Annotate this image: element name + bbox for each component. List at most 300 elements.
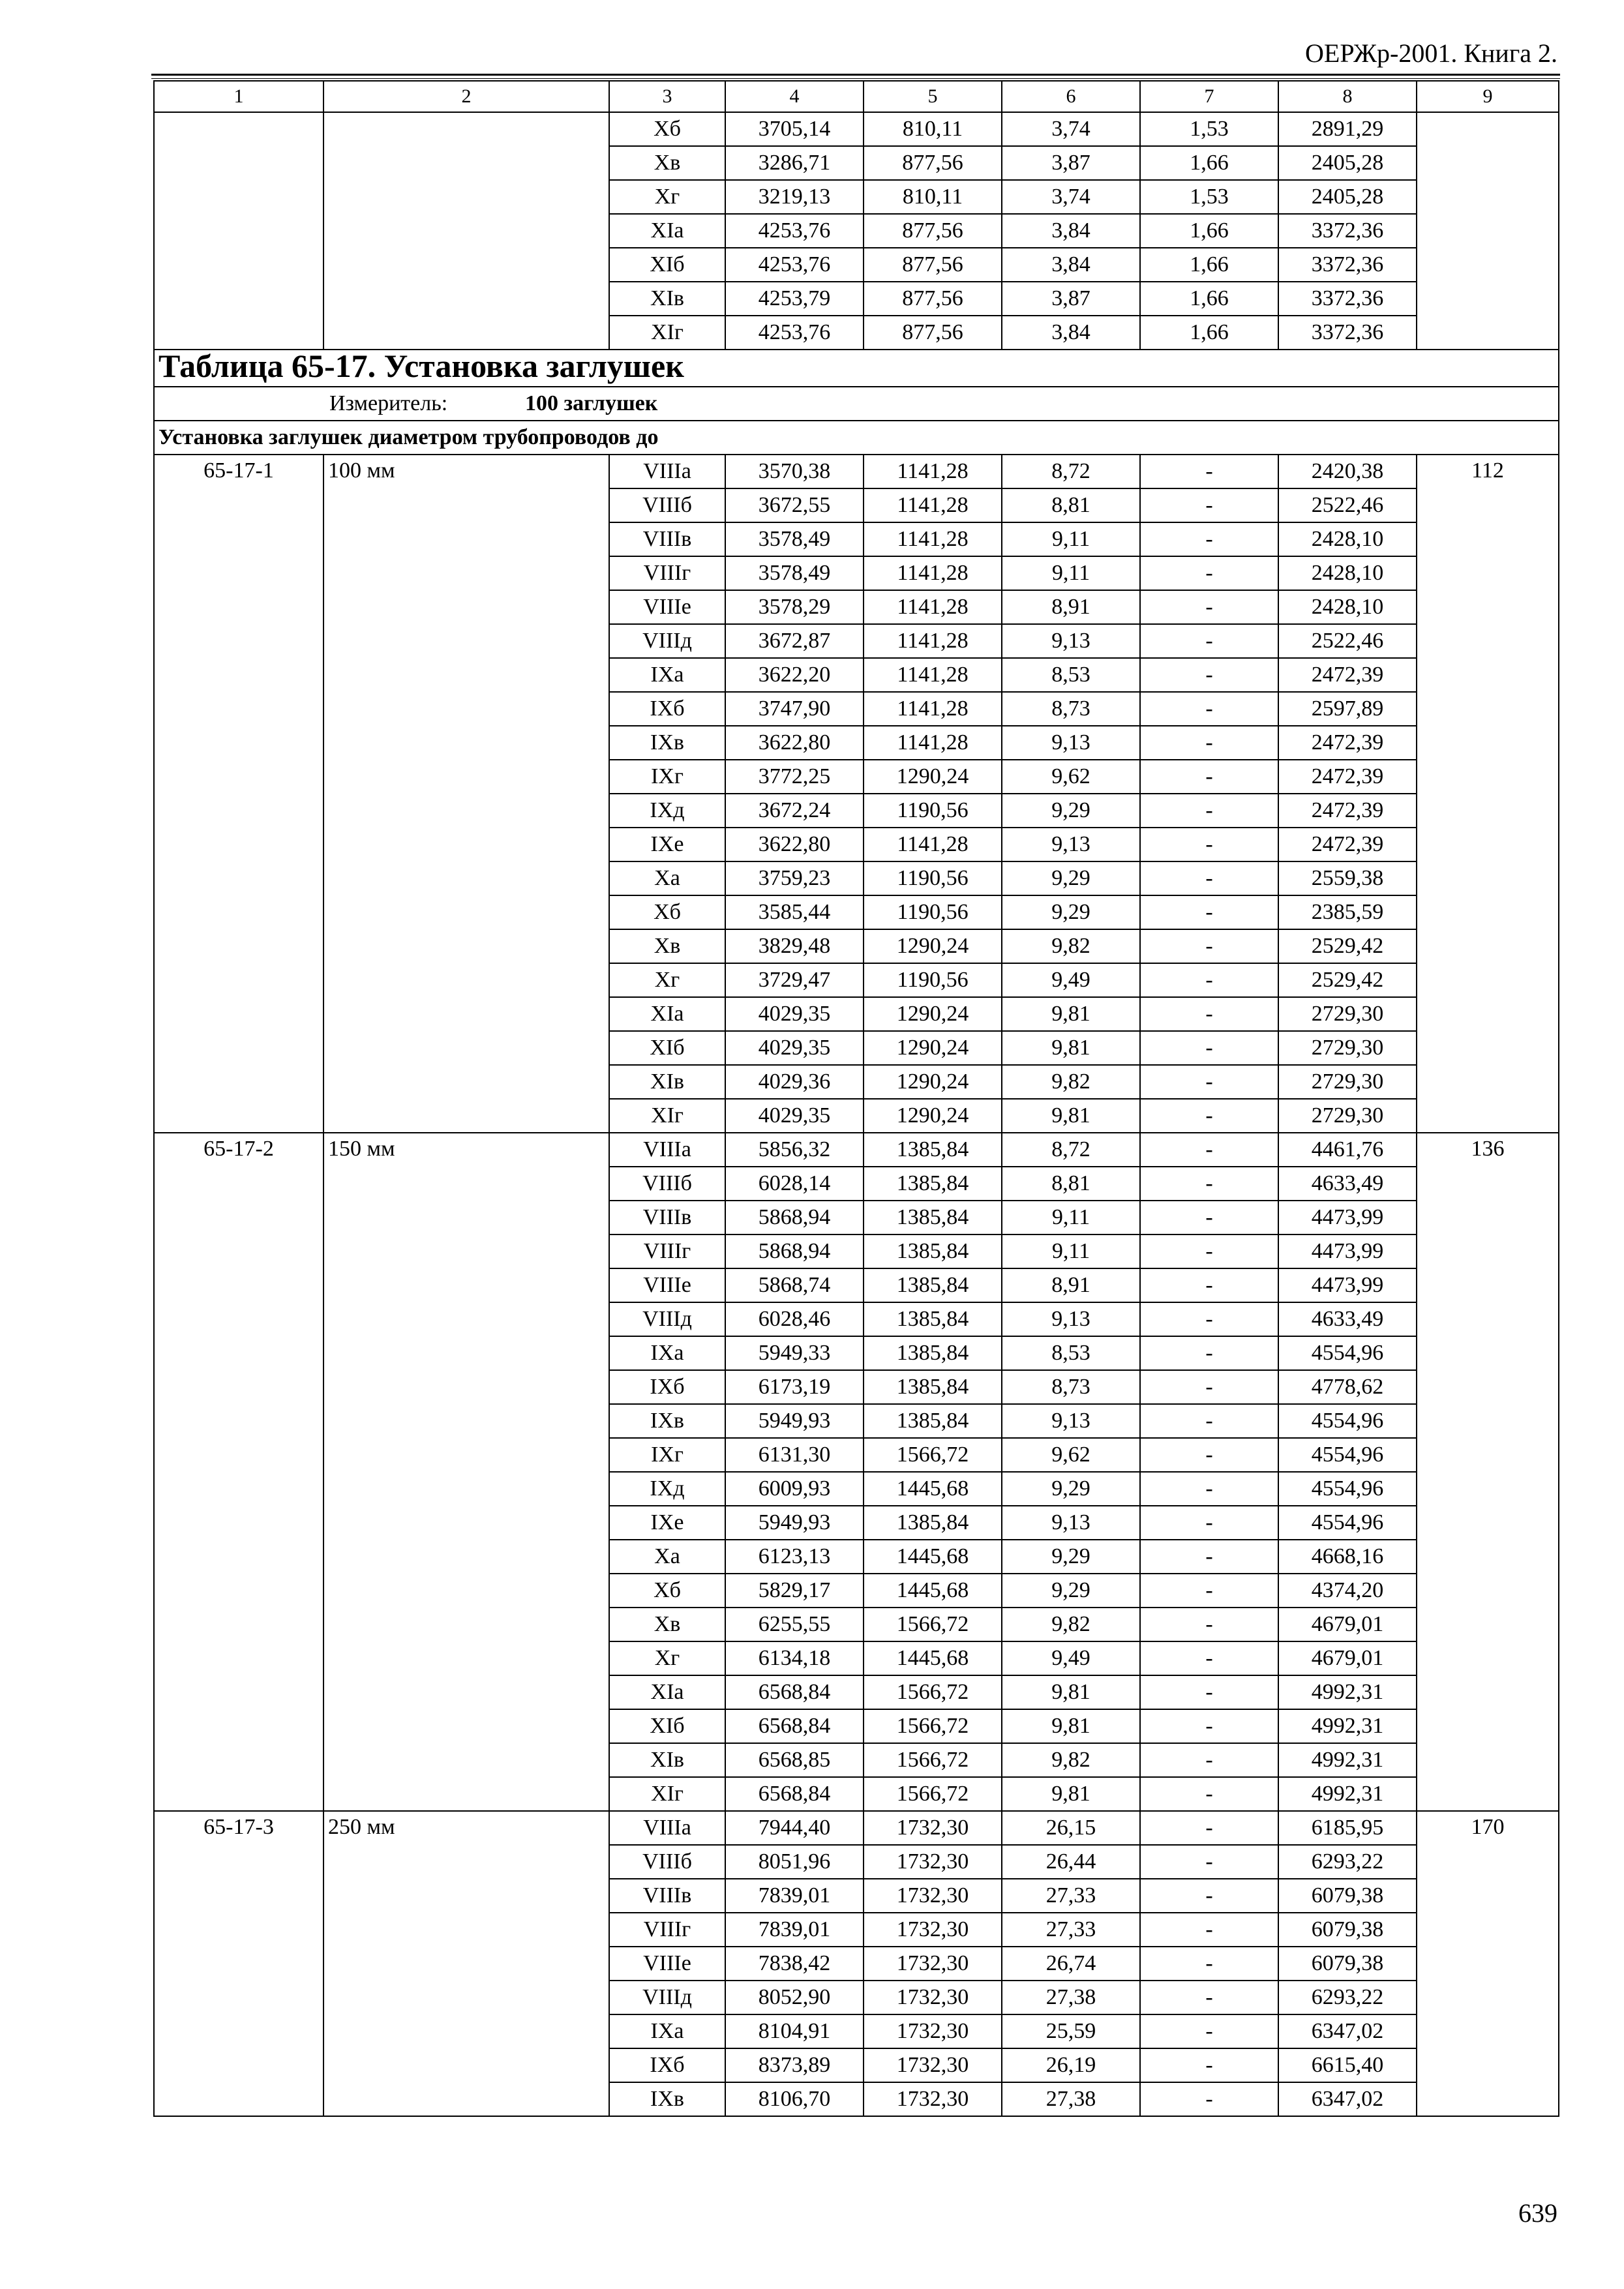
materials-cell: 2472,39 [1278, 828, 1417, 861]
materials-cell: 4554,96 [1278, 1336, 1417, 1370]
labor-cell: 877,56 [864, 146, 1002, 180]
direct-costs-cell: 3672,87 [725, 624, 864, 658]
driver-wages-cell: 1,66 [1140, 248, 1278, 282]
labor-cell: 1190,56 [864, 963, 1002, 997]
region-zone-cell: IХа [609, 2014, 725, 2048]
driver-wages-cell: 1,53 [1140, 112, 1278, 146]
machine-cell: 9,13 [1002, 624, 1140, 658]
machine-cell: 9,29 [1002, 861, 1140, 895]
materials-cell: 4554,96 [1278, 1438, 1417, 1472]
materials-cell: 3372,36 [1278, 282, 1417, 316]
region-zone-cell: ХIг [609, 316, 725, 350]
description-cell: 250 мм [323, 1811, 609, 2116]
driver-wages-cell: - [1140, 1913, 1278, 1947]
driver-wages-cell: - [1140, 760, 1278, 794]
labor-cell: 1385,84 [864, 1506, 1002, 1540]
column-number-row [154, 81, 1559, 112]
driver-wages-cell: - [1140, 1540, 1278, 1574]
column-number: 2 [323, 81, 609, 112]
price-table [153, 80, 1559, 2117]
materials-cell: 2729,30 [1278, 997, 1417, 1031]
materials-cell: 4778,62 [1278, 1370, 1417, 1404]
labor-cell: 810,11 [864, 112, 1002, 146]
labor-cell: 1566,72 [864, 1743, 1002, 1777]
labor-cell: 1141,28 [864, 488, 1002, 522]
driver-wages-cell: - [1140, 828, 1278, 861]
materials-cell: 2891,29 [1278, 112, 1417, 146]
direct-costs-cell: 6028,14 [725, 1167, 864, 1201]
machine-cell: 9,11 [1002, 556, 1140, 590]
region-zone-cell: VIIIб [609, 1845, 725, 1879]
driver-wages-cell: - [1140, 1336, 1278, 1370]
labor-cell: 1566,72 [864, 1777, 1002, 1811]
machine-cell: 9,13 [1002, 828, 1140, 861]
direct-costs-cell: 3219,13 [725, 180, 864, 214]
direct-costs-cell: 3672,24 [725, 794, 864, 828]
description-cell [323, 112, 609, 350]
driver-wages-cell: - [1140, 1234, 1278, 1268]
labor-cell: 1141,28 [864, 624, 1002, 658]
machine-cell: 3,74 [1002, 112, 1140, 146]
materials-cell: 6079,38 [1278, 1947, 1417, 1981]
machine-cell: 9,82 [1002, 1065, 1140, 1099]
region-zone-cell: Хв [609, 1608, 725, 1641]
materials-cell: 4473,99 [1278, 1201, 1417, 1234]
labor-cell: 810,11 [864, 180, 1002, 214]
materials-cell: 2420,38 [1278, 455, 1417, 488]
region-zone-cell: VIIIв [609, 1879, 725, 1913]
description-cell: 150 мм [323, 1133, 609, 1811]
region-zone-cell: ХIб [609, 1709, 725, 1743]
machine-cell: 3,87 [1002, 146, 1140, 180]
region-zone-cell: ХIв [609, 282, 725, 316]
machine-cell: 9,49 [1002, 963, 1140, 997]
direct-costs-cell: 6255,55 [725, 1608, 864, 1641]
machine-cell: 8,53 [1002, 1336, 1140, 1370]
machine-cell: 26,15 [1002, 1811, 1140, 1845]
direct-costs-cell: 4253,76 [725, 214, 864, 248]
machine-cell: 8,72 [1002, 455, 1140, 488]
direct-costs-cell: 4253,79 [725, 282, 864, 316]
direct-costs-cell: 6028,46 [725, 1302, 864, 1336]
labor-cell: 1732,30 [864, 2048, 1002, 2082]
region-zone-cell: Хб [609, 1574, 725, 1608]
driver-wages-cell: - [1140, 1777, 1278, 1811]
materials-cell: 2522,46 [1278, 488, 1417, 522]
labor-cell: 1385,84 [864, 1201, 1002, 1234]
region-zone-cell: Ха [609, 1540, 725, 1574]
labor-cell: 1445,68 [864, 1574, 1002, 1608]
direct-costs-cell: 3585,44 [725, 895, 864, 929]
driver-wages-cell: - [1140, 624, 1278, 658]
materials-cell: 2405,28 [1278, 146, 1417, 180]
meter-row [154, 387, 1559, 421]
driver-wages-cell: 1,53 [1140, 180, 1278, 214]
driver-wages-cell: - [1140, 1031, 1278, 1065]
machine-cell: 9,49 [1002, 1641, 1140, 1675]
materials-cell: 2597,89 [1278, 692, 1417, 726]
direct-costs-cell: 3759,23 [725, 861, 864, 895]
direct-costs-cell: 4029,35 [725, 1031, 864, 1065]
region-zone-cell: Хг [609, 963, 725, 997]
labor-cell: 1385,84 [864, 1234, 1002, 1268]
labor-cell: 1445,68 [864, 1641, 1002, 1675]
labor-cell: 1141,28 [864, 556, 1002, 590]
machine-cell: 8,91 [1002, 1268, 1140, 1302]
driver-wages-cell: - [1140, 692, 1278, 726]
table-row [154, 1133, 1559, 1167]
driver-wages-cell: - [1140, 1099, 1278, 1133]
region-zone-cell: ХIа [609, 997, 725, 1031]
direct-costs-cell: 4029,35 [725, 1099, 864, 1133]
labor-cell: 1190,56 [864, 861, 1002, 895]
table-title-row [154, 350, 1559, 387]
materials-cell: 6185,95 [1278, 1811, 1417, 1845]
region-zone-cell: ХIв [609, 1743, 725, 1777]
table-row [154, 455, 1559, 488]
labor-cell: 1141,28 [864, 692, 1002, 726]
direct-costs-cell: 4029,36 [725, 1065, 864, 1099]
region-zone-cell: Хв [609, 146, 725, 180]
region-zone-cell: ХIг [609, 1777, 725, 1811]
labor-cell: 1445,68 [864, 1472, 1002, 1506]
direct-costs-cell: 7838,42 [725, 1947, 864, 1981]
machine-cell: 9,62 [1002, 1438, 1140, 1472]
labor-cell: 877,56 [864, 316, 1002, 350]
materials-cell: 4668,16 [1278, 1540, 1417, 1574]
machine-cell: 9,81 [1002, 1777, 1140, 1811]
direct-costs-cell: 5949,93 [725, 1506, 864, 1540]
machine-cell: 3,84 [1002, 214, 1140, 248]
direct-costs-cell: 5829,17 [725, 1574, 864, 1608]
materials-cell: 4473,99 [1278, 1268, 1417, 1302]
materials-cell: 4633,49 [1278, 1302, 1417, 1336]
region-zone-cell: IХг [609, 1438, 725, 1472]
driver-wages-cell: - [1140, 1675, 1278, 1709]
materials-cell: 4992,31 [1278, 1743, 1417, 1777]
driver-wages-cell: - [1140, 1268, 1278, 1302]
region-zone-cell: IХд [609, 794, 725, 828]
page-number: 639 [1518, 2198, 1557, 2228]
direct-costs-cell: 4029,35 [725, 997, 864, 1031]
machine-cell: 9,13 [1002, 1506, 1140, 1540]
materials-cell: 2729,30 [1278, 1065, 1417, 1099]
extra-cell: 170 [1417, 1811, 1559, 2116]
machine-cell: 9,82 [1002, 929, 1140, 963]
labor-cell: 1385,84 [864, 1268, 1002, 1302]
machine-cell: 8,73 [1002, 1370, 1140, 1404]
direct-costs-cell: 6173,19 [725, 1370, 864, 1404]
labor-cell: 1732,30 [864, 2082, 1002, 2116]
machine-cell: 8,72 [1002, 1133, 1140, 1167]
region-zone-cell: VIIIг [609, 1913, 725, 1947]
driver-wages-cell: - [1140, 963, 1278, 997]
region-zone-cell: ХIг [609, 1099, 725, 1133]
page-header-title: ОЕРЖр-2001. Книга 2. [1305, 38, 1557, 68]
direct-costs-cell: 6131,30 [725, 1438, 864, 1472]
region-zone-cell: VIIIг [609, 1234, 725, 1268]
labor-cell: 1290,24 [864, 760, 1002, 794]
machine-cell: 9,13 [1002, 1302, 1140, 1336]
driver-wages-cell: - [1140, 1506, 1278, 1540]
region-zone-cell: ХIа [609, 1675, 725, 1709]
direct-costs-cell: 6568,84 [725, 1709, 864, 1743]
machine-cell: 9,29 [1002, 794, 1140, 828]
column-number: 3 [609, 81, 725, 112]
materials-cell: 6079,38 [1278, 1913, 1417, 1947]
direct-costs-cell: 8052,90 [725, 1981, 864, 2014]
direct-costs-cell: 5949,33 [725, 1336, 864, 1370]
driver-wages-cell: - [1140, 1370, 1278, 1404]
driver-wages-cell: - [1140, 861, 1278, 895]
driver-wages-cell: 1,66 [1140, 316, 1278, 350]
labor-cell: 1385,84 [864, 1370, 1002, 1404]
driver-wages-cell: - [1140, 1641, 1278, 1675]
direct-costs-cell: 3829,48 [725, 929, 864, 963]
region-zone-cell: ХIб [609, 248, 725, 282]
column-number: 6 [1002, 81, 1140, 112]
region-zone-cell: IХд [609, 1472, 725, 1506]
labor-cell: 1141,28 [864, 590, 1002, 624]
extra-cell: 136 [1417, 1133, 1559, 1811]
driver-wages-cell: - [1140, 794, 1278, 828]
labor-cell: 1141,28 [864, 726, 1002, 760]
region-zone-cell: ХIв [609, 1065, 725, 1099]
labor-cell: 877,56 [864, 248, 1002, 282]
machine-cell: 9,62 [1002, 760, 1140, 794]
driver-wages-cell: - [1140, 997, 1278, 1031]
labor-cell: 1190,56 [864, 895, 1002, 929]
machine-cell: 27,33 [1002, 1913, 1140, 1947]
direct-costs-cell: 3772,25 [725, 760, 864, 794]
column-number: 4 [725, 81, 864, 112]
machine-cell: 9,81 [1002, 1099, 1140, 1133]
materials-cell: 3372,36 [1278, 214, 1417, 248]
labor-cell: 1732,30 [864, 1811, 1002, 1845]
region-zone-cell: VIIIб [609, 1167, 725, 1201]
region-zone-cell: VIIIе [609, 590, 725, 624]
direct-costs-cell: 8104,91 [725, 2014, 864, 2048]
machine-cell: 9,11 [1002, 522, 1140, 556]
direct-costs-cell: 6123,13 [725, 1540, 864, 1574]
machine-cell: 26,74 [1002, 1947, 1140, 1981]
table-row [154, 1811, 1559, 1845]
region-zone-cell: IХв [609, 2082, 725, 2116]
region-zone-cell: IХв [609, 726, 725, 760]
labor-cell: 1566,72 [864, 1709, 1002, 1743]
driver-wages-cell: - [1140, 556, 1278, 590]
materials-cell: 3372,36 [1278, 248, 1417, 282]
region-zone-cell: IХб [609, 2048, 725, 2082]
direct-costs-cell: 3705,14 [725, 112, 864, 146]
driver-wages-cell: - [1140, 2082, 1278, 2116]
materials-cell: 6293,22 [1278, 1845, 1417, 1879]
direct-costs-cell: 3578,49 [725, 522, 864, 556]
region-zone-cell: ХIб [609, 1031, 725, 1065]
machine-cell: 25,59 [1002, 2014, 1140, 2048]
materials-cell: 2529,42 [1278, 963, 1417, 997]
header-rule-thin [151, 78, 1560, 79]
driver-wages-cell: - [1140, 658, 1278, 692]
direct-costs-cell: 7839,01 [725, 1879, 864, 1913]
labor-cell: 1445,68 [864, 1540, 1002, 1574]
labor-cell: 1141,28 [864, 828, 1002, 861]
machine-cell: 9,82 [1002, 1608, 1140, 1641]
materials-cell: 2428,10 [1278, 522, 1417, 556]
direct-costs-cell: 6568,84 [725, 1777, 864, 1811]
labor-cell: 877,56 [864, 282, 1002, 316]
direct-costs-cell: 6134,18 [725, 1641, 864, 1675]
machine-cell: 26,44 [1002, 1845, 1140, 1879]
driver-wages-cell: - [1140, 1302, 1278, 1336]
region-zone-cell: VIIIб [609, 488, 725, 522]
direct-costs-cell: 5868,94 [725, 1201, 864, 1234]
direct-costs-cell: 6568,85 [725, 1743, 864, 1777]
labor-cell: 1290,24 [864, 1031, 1002, 1065]
direct-costs-cell: 3729,47 [725, 963, 864, 997]
region-zone-cell: VIIIг [609, 556, 725, 590]
code-cell: 65-17-3 [154, 1811, 323, 2116]
labor-cell: 1141,28 [864, 522, 1002, 556]
driver-wages-cell: - [1140, 1981, 1278, 2014]
materials-cell: 2729,30 [1278, 1031, 1417, 1065]
region-zone-cell: VIIIв [609, 522, 725, 556]
direct-costs-cell: 7839,01 [725, 1913, 864, 1947]
machine-cell: 27,38 [1002, 2082, 1140, 2116]
materials-cell: 4554,96 [1278, 1472, 1417, 1506]
column-number: 9 [1417, 81, 1559, 112]
column-number: 5 [864, 81, 1002, 112]
driver-wages-cell: - [1140, 1709, 1278, 1743]
materials-cell: 4679,01 [1278, 1641, 1417, 1675]
machine-cell: 8,81 [1002, 1167, 1140, 1201]
driver-wages-cell: - [1140, 1947, 1278, 1981]
direct-costs-cell: 3747,90 [725, 692, 864, 726]
labor-cell: 1141,28 [864, 658, 1002, 692]
labor-cell: 1290,24 [864, 929, 1002, 963]
materials-cell: 2472,39 [1278, 794, 1417, 828]
materials-cell: 4473,99 [1278, 1234, 1417, 1268]
labor-cell: 1290,24 [864, 997, 1002, 1031]
labor-cell: 1141,28 [864, 455, 1002, 488]
materials-cell: 2472,39 [1278, 658, 1417, 692]
region-zone-cell: VIIIа [609, 1133, 725, 1167]
direct-costs-cell: 3286,71 [725, 146, 864, 180]
materials-cell: 2559,38 [1278, 861, 1417, 895]
region-zone-cell: IХб [609, 692, 725, 726]
direct-costs-cell: 3672,55 [725, 488, 864, 522]
labor-cell: 1732,30 [864, 2014, 1002, 2048]
region-zone-cell: IХг [609, 760, 725, 794]
driver-wages-cell: - [1140, 1743, 1278, 1777]
labor-cell: 1732,30 [864, 1981, 1002, 2014]
direct-costs-cell: 8051,96 [725, 1845, 864, 1879]
materials-cell: 6347,02 [1278, 2014, 1417, 2048]
materials-cell: 4992,31 [1278, 1777, 1417, 1811]
machine-cell: 9,81 [1002, 1709, 1140, 1743]
header-rule [151, 74, 1560, 76]
materials-cell: 4633,49 [1278, 1167, 1417, 1201]
region-zone-cell: IХе [609, 1506, 725, 1540]
direct-costs-cell: 3578,49 [725, 556, 864, 590]
region-zone-cell: Ха [609, 861, 725, 895]
labor-cell: 1385,84 [864, 1167, 1002, 1201]
labor-cell: 1290,24 [864, 1065, 1002, 1099]
machine-cell: 3,87 [1002, 282, 1140, 316]
materials-cell: 2385,59 [1278, 895, 1417, 929]
machine-cell: 8,73 [1002, 692, 1140, 726]
materials-cell: 6293,22 [1278, 1981, 1417, 2014]
labor-cell: 1385,84 [864, 1133, 1002, 1167]
materials-cell: 2472,39 [1278, 726, 1417, 760]
meter-value: 100 заглушек [525, 391, 658, 415]
materials-cell: 3372,36 [1278, 316, 1417, 350]
region-zone-cell: VIIIв [609, 1201, 725, 1234]
driver-wages-cell: - [1140, 1133, 1278, 1167]
region-zone-cell: VIIIд [609, 1981, 725, 2014]
region-zone-cell: Хг [609, 1641, 725, 1675]
driver-wages-cell: - [1140, 1845, 1278, 1879]
machine-cell: 9,13 [1002, 726, 1140, 760]
labor-cell: 1566,72 [864, 1438, 1002, 1472]
labor-cell: 1385,84 [864, 1404, 1002, 1438]
machine-cell: 27,33 [1002, 1879, 1140, 1913]
materials-cell: 2405,28 [1278, 180, 1417, 214]
materials-cell: 6347,02 [1278, 2082, 1417, 2116]
materials-cell: 2729,30 [1278, 1099, 1417, 1133]
table-row [154, 112, 1559, 146]
materials-cell: 4461,76 [1278, 1133, 1417, 1167]
labor-cell: 1732,30 [864, 1879, 1002, 1913]
driver-wages-cell: - [1140, 1065, 1278, 1099]
direct-costs-cell: 5868,74 [725, 1268, 864, 1302]
materials-cell: 6079,38 [1278, 1879, 1417, 1913]
labor-cell: 1566,72 [864, 1675, 1002, 1709]
machine-cell: 9,81 [1002, 1675, 1140, 1709]
driver-wages-cell: - [1140, 488, 1278, 522]
region-zone-cell: VIIIа [609, 1811, 725, 1845]
materials-cell: 4992,31 [1278, 1675, 1417, 1709]
subheading: Установка заглушек диаметром трубопроводов до [154, 421, 1559, 455]
direct-costs-cell: 7944,40 [725, 1811, 864, 1845]
materials-cell: 2522,46 [1278, 624, 1417, 658]
machine-cell: 9,81 [1002, 997, 1140, 1031]
region-zone-cell: IХб [609, 1370, 725, 1404]
direct-costs-cell: 4253,76 [725, 316, 864, 350]
code-cell: 65-17-2 [154, 1133, 323, 1811]
labor-cell: 1190,56 [864, 794, 1002, 828]
direct-costs-cell: 3622,80 [725, 828, 864, 861]
machine-cell: 9,11 [1002, 1234, 1140, 1268]
machine-cell: 27,38 [1002, 1981, 1140, 2014]
direct-costs-cell: 6009,93 [725, 1472, 864, 1506]
machine-cell: 9,13 [1002, 1404, 1140, 1438]
region-zone-cell: VIIIе [609, 1268, 725, 1302]
machine-cell: 9,29 [1002, 895, 1140, 929]
materials-cell: 4679,01 [1278, 1608, 1417, 1641]
direct-costs-cell: 4253,76 [725, 248, 864, 282]
driver-wages-cell: - [1140, 726, 1278, 760]
labor-cell: 1732,30 [864, 1913, 1002, 1947]
region-zone-cell: Хв [609, 929, 725, 963]
driver-wages-cell: - [1140, 1472, 1278, 1506]
extra-cell: 112 [1417, 455, 1559, 1133]
materials-cell: 2529,42 [1278, 929, 1417, 963]
region-zone-cell: Хб [609, 112, 725, 146]
labor-cell: 1566,72 [864, 1608, 1002, 1641]
meter-label: Измеритель: [329, 391, 448, 415]
labor-cell: 1385,84 [864, 1336, 1002, 1370]
